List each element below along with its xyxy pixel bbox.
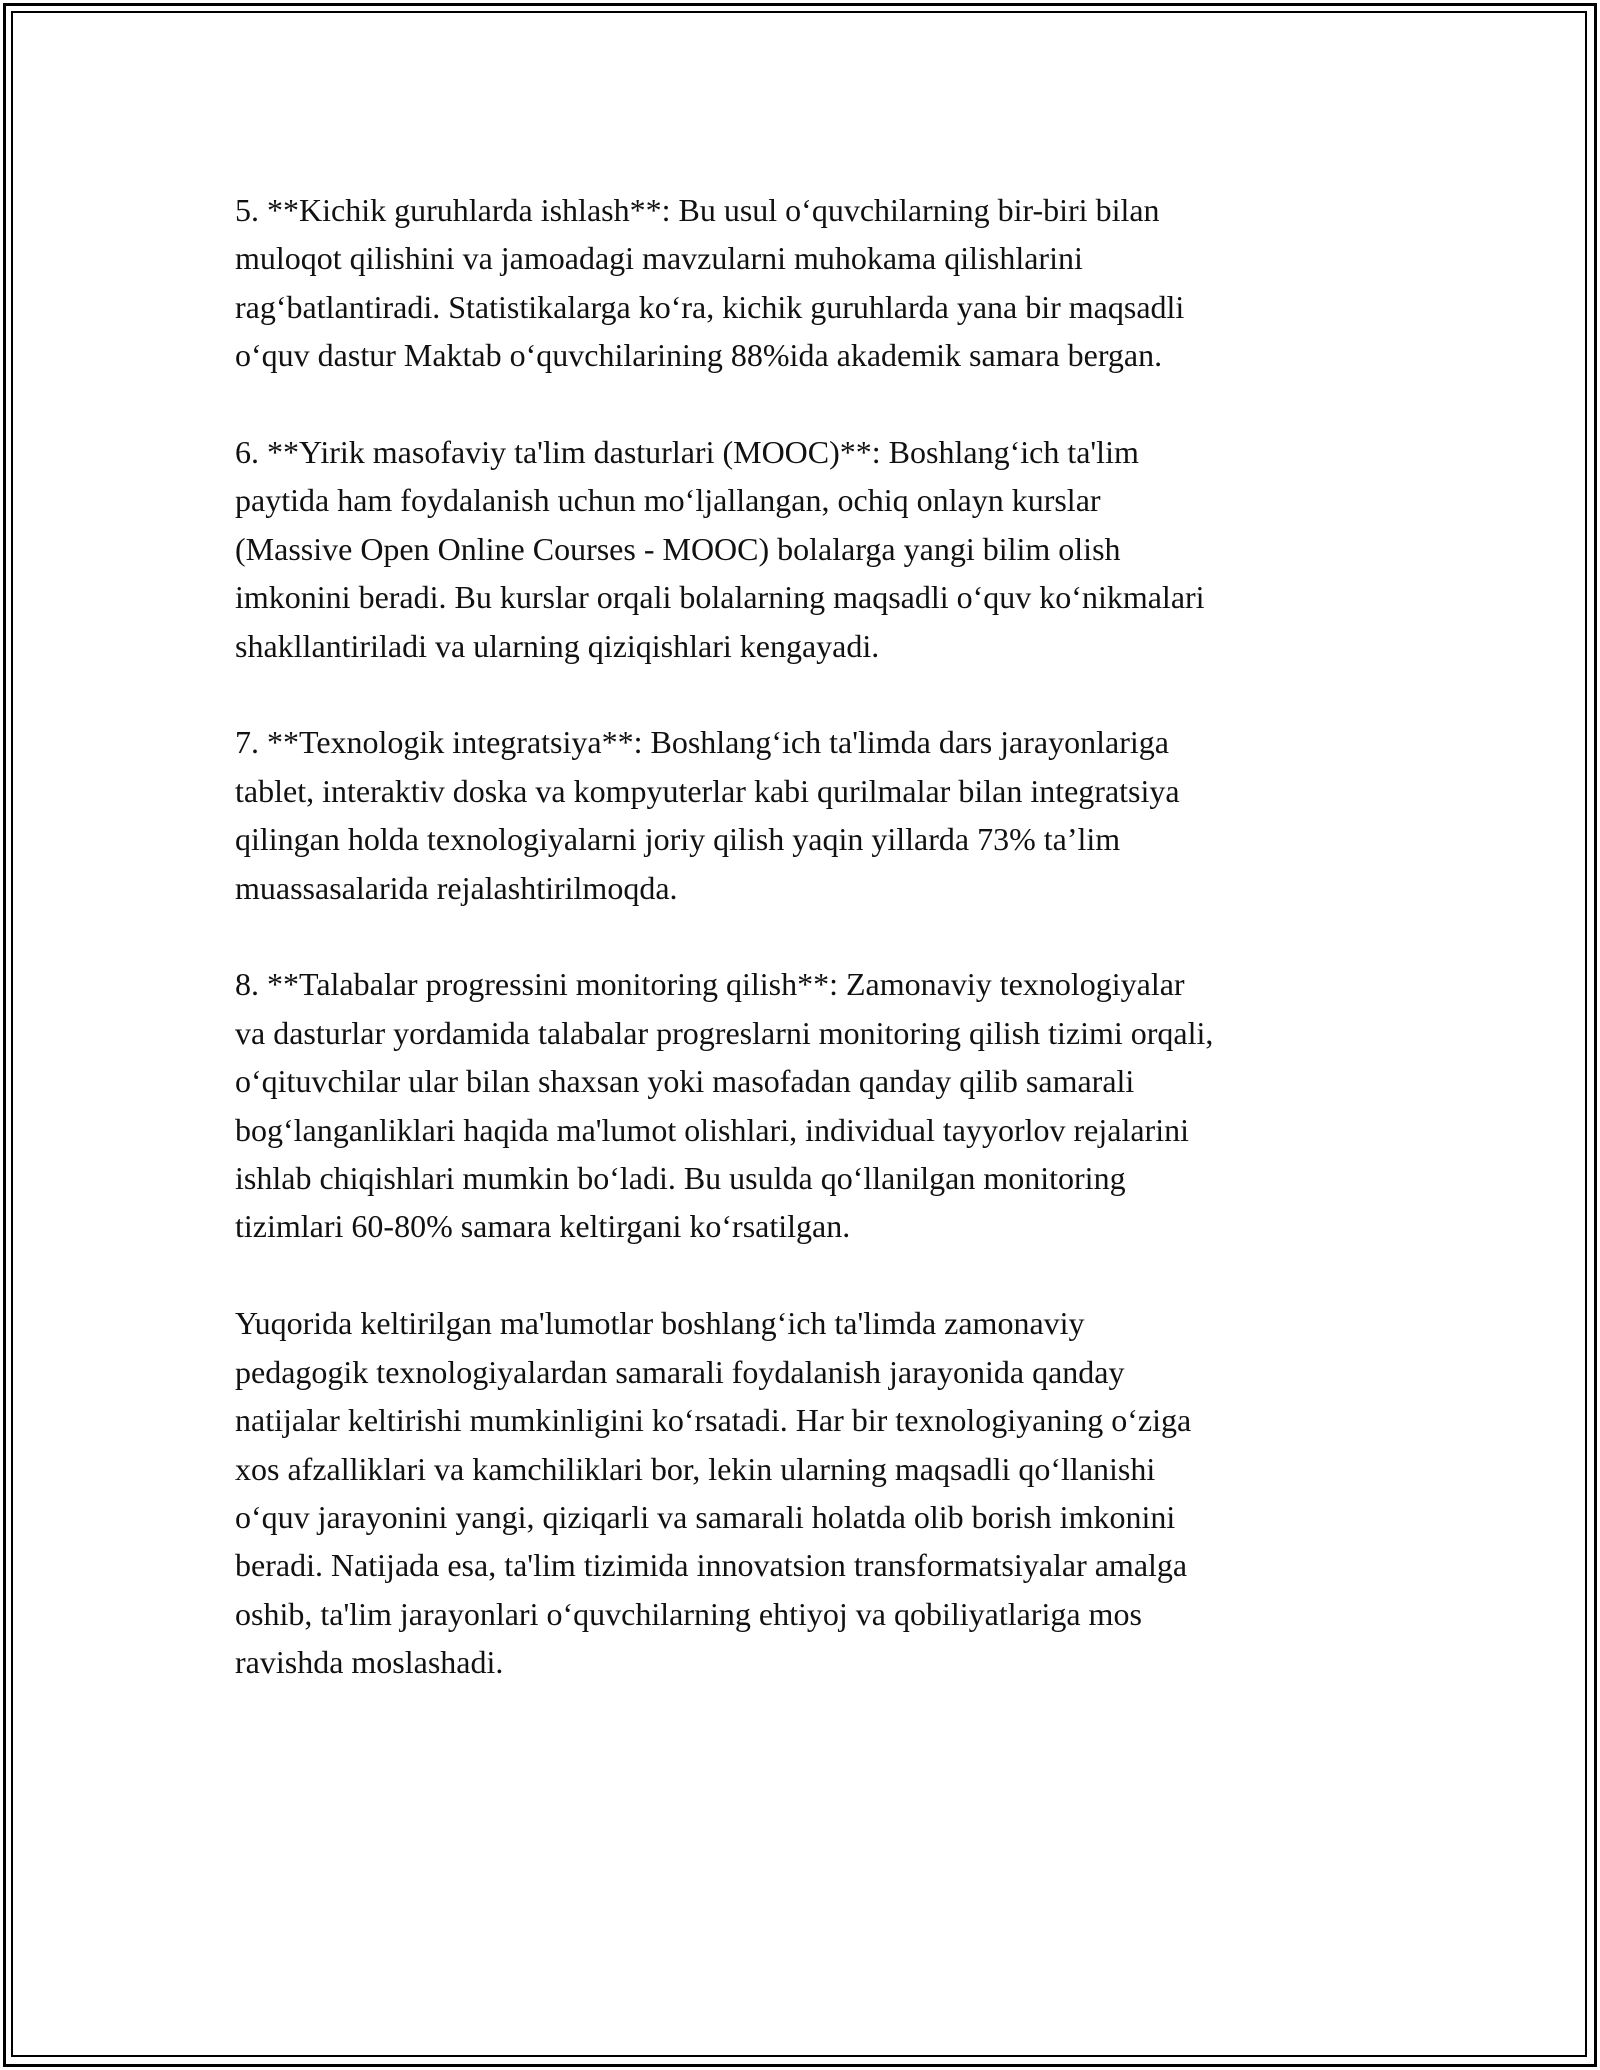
paragraph-kichik-guruhlarda-ishlash: 5. **Kichik guruhlarda ishlash**: Bu usul o‘quvchilarning bir-biri bilan muloqot qilishini va jamoadagi mavzularni muhokama qilishlarini rag‘batlantiradi. Statistikalarga ko‘ra, kichik guruhlarda yana bir maqsadli o‘quv dastur Maktab o‘quvchilarining 88%ida akademik samara bergan. (235, 192, 1185, 374)
paragraph-progress-monitoring: 8. **Talabalar progressini monitoring qilish**: Zamonaviy texnologiyalar va dasturlar yordamida talabalar progreslarni monitoring qilish tizimi orqali, o‘qituvchilar ular bilan shaxsan yoki masofadan qanday qilib samarali bog‘langanliklari haqida ma'lumot olishlari, individual tayyorlov rejalarini ishlab chiqishlari mumkin bo‘ladi. Bu usulda qo‘llanilgan monitoring tizimlari 60-80% samara keltirgani ko‘rsatilgan. (235, 966, 1214, 1245)
paragraph-mooc: 6. **Yirik masofaviy ta'lim dasturlari (MOOC)**: Boshlang‘ich ta'lim paytida ham foydalanish uchun mo‘ljallangan, ochiq onlayn kurslar (Massive Open Online Courses - MOOC) bolalarga yangi bilim olish imkonini beradi. Bu kurslar orqali bolalarning maqsadli o‘quv ko‘nikmalari shakllantiriladi va ularning qiziqishlari kengayadi. (235, 434, 1205, 664)
document-body (235, 186, 1375, 1735)
paragraph-conclusion: Yuqorida keltirilgan ma'lumotlar boshlang‘ich ta'limda zamonaviy pedagogik texnologiyalardan samarali foydalanish jarayonida qanday natijalar keltirishi mumkinligini ko‘rsatadi. Har bir texnologiyaning o‘ziga xos afzalliklari va kamchiliklari bor, lekin ularning maqsadli qo‘llanishi o‘quv jarayonini yangi, qiziqarli va samarali holatda olib borish imkonini beradi. Natijada esa, ta'lim tizimida innovatsion transformatsiyalar amalga oshib, ta'lim jarayonlari o‘quvchilarning ehtiyoj va qobiliyatlariga mos ravishda moslashadi. (235, 1305, 1192, 1681)
paragraph-texnologik-integratsiya: 7. **Texnologik integratsiya**: Boshlang‘ich ta'limda dars jarayonlariga tablet, interaktiv doska va kompyuterlar kabi qurilmalar bilan integratsiya qilingan holda texnologiyalarni joriy qilish yaqin yillarda 73% ta’lim muassasalarida rejalashtirilmoqda. (235, 724, 1180, 906)
